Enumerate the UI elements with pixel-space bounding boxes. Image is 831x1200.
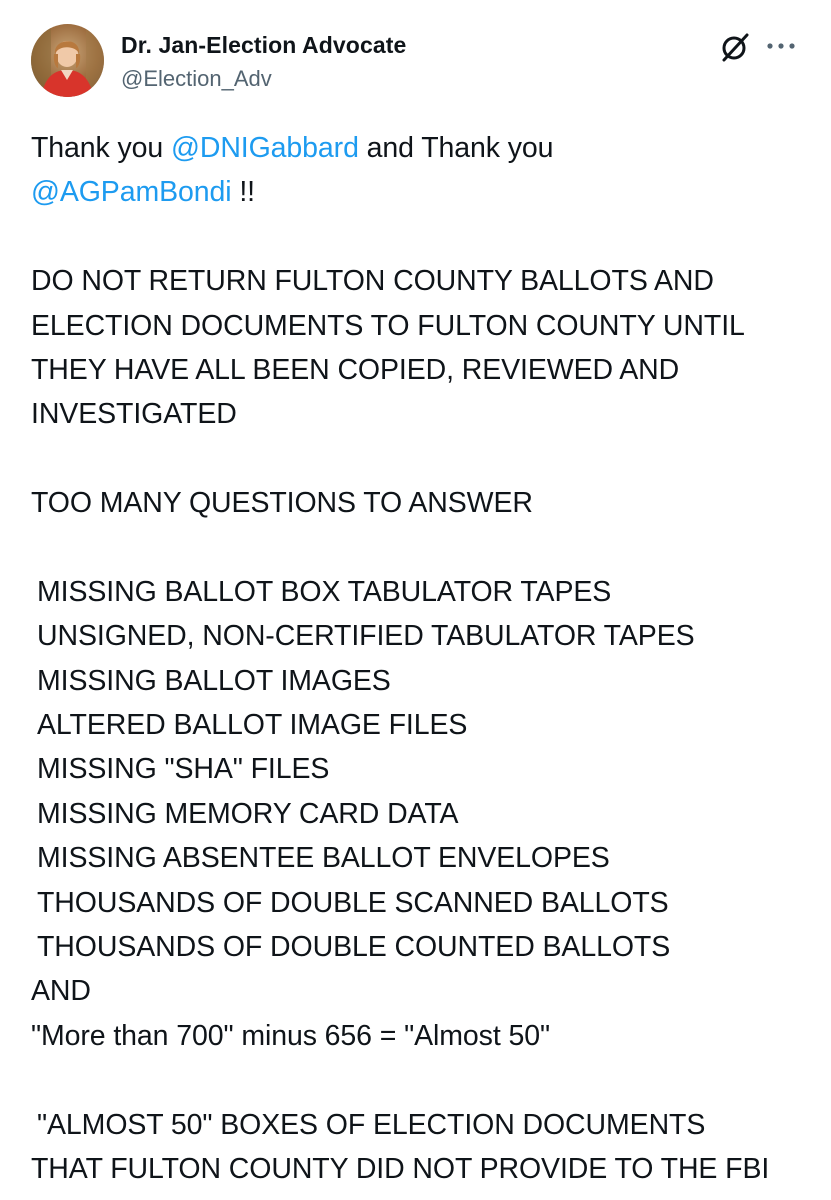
too-many-questions: TOO MANY QUESTIONS TO ANSWER bbox=[31, 487, 533, 520]
grok-icon[interactable] bbox=[718, 30, 752, 64]
issue-item: MISSING MEMORY CARD DATA bbox=[37, 797, 459, 830]
issue-item: UNSIGNED, NON-CERTIFIED TABULATOR TAPES bbox=[37, 620, 695, 653]
thanks-text-2: and Thank you bbox=[358, 132, 554, 164]
issue-item: ALTERED BALLOT IMAGE FILES bbox=[37, 709, 468, 742]
mention-agpambondi[interactable]: @AGPamBondi bbox=[31, 176, 232, 209]
spacer bbox=[31, 1058, 811, 1102]
thanks-text-1: Thank you bbox=[31, 132, 171, 164]
more-dots-icon[interactable] bbox=[764, 36, 798, 56]
avatar[interactable] bbox=[31, 24, 104, 97]
spacer bbox=[31, 437, 811, 481]
issue-item: THOUSANDS OF DOUBLE COUNTED BALLOTS bbox=[37, 931, 671, 964]
mention-dnigabbard[interactable]: @DNIGabbard bbox=[171, 132, 359, 164]
author-display-name[interactable]: Dr. Jan-Election Advocate bbox=[121, 32, 407, 58]
author-handle[interactable]: @Election_Adv bbox=[121, 66, 272, 91]
spacer bbox=[31, 526, 811, 570]
spacer bbox=[31, 215, 811, 259]
post-text bbox=[31, 126, 811, 1191]
demand-line: INVESTIGATED bbox=[31, 398, 237, 431]
demand-line: ELECTION DOCUMENTS TO FULTON COUNTY UNTIL bbox=[31, 309, 745, 342]
demand-line: DO NOT RETURN FULTON COUNTY BALLOTS AND bbox=[31, 265, 714, 298]
closing-line: THAT FULTON COUNTY DID NOT PROVIDE TO THE FBI bbox=[31, 1152, 770, 1185]
thanks-line-2 bbox=[31, 170, 811, 214]
demand-line: THEY HAVE ALL BEEN COPIED, REVIEWED AND bbox=[31, 353, 680, 386]
exclaim-text: !! bbox=[231, 176, 255, 209]
and-line: AND bbox=[31, 975, 91, 1008]
closing-line: "ALMOST 50" BOXES OF ELECTION DOCUMENTS bbox=[37, 1108, 706, 1141]
issue-item: MISSING BALLOT IMAGES bbox=[37, 664, 391, 697]
issue-item: THOUSANDS OF DOUBLE SCANNED BALLOTS bbox=[37, 886, 669, 919]
issue-item: MISSING BALLOT BOX TABULATOR TAPES bbox=[37, 575, 612, 608]
thanks-line-1 bbox=[31, 126, 811, 170]
issue-item: MISSING ABSENTEE BALLOT ENVELOPES bbox=[37, 842, 610, 875]
issue-item: MISSING "SHA" FILES bbox=[37, 753, 330, 786]
math-line: "More than 700" minus 656 = "Almost 50" bbox=[31, 1019, 550, 1052]
post-header bbox=[31, 24, 801, 104]
